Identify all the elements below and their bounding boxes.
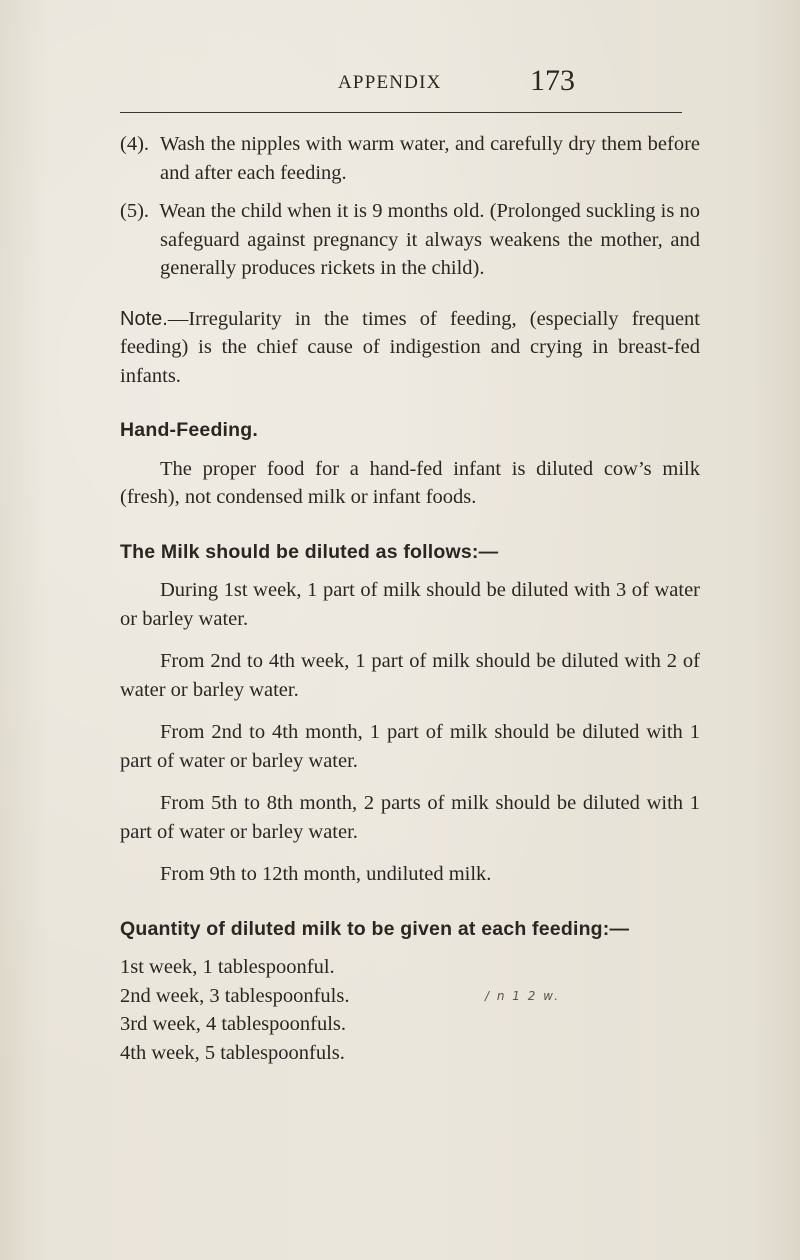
dilution-item: From 2nd to 4th week, 1 part of milk should be diluted with 2 of water or barley water.: [120, 650, 700, 701]
quantity-item-text: 2nd week, 3 tablespoonfuls.: [120, 984, 350, 1007]
note-paragraph: [120, 305, 700, 391]
numbered-item-4: [120, 130, 700, 187]
running-title: APPENDIX: [338, 72, 442, 93]
dilution-item: From 2nd to 4th month, 1 part of milk should be diluted with 1 part of water or barley water.: [120, 721, 700, 772]
page-body: [120, 130, 700, 1067]
quantity-item: 1st week, 1 tablespoonful.: [120, 956, 335, 978]
dilution-heading: The Milk should be diluted as follows:—: [120, 540, 499, 563]
item-text: Wash the nipples with warm water, and carefully dry them before and after each feeding.: [159, 133, 700, 184]
header-rule: [120, 112, 682, 113]
item-number: (5).: [120, 200, 150, 222]
item-text: Wean the child when it is 9 months old. (Prolonged suckling is no safeguard against pregnancy it always weakens the mother, and generally produces rickets in the child).: [159, 200, 700, 279]
handwritten-annotation: / n 1 2 w.: [485, 988, 561, 1003]
quantity-item: 4th week, 5 tablespoonfuls.: [120, 1041, 345, 1064]
note-text: —Irregularity in the times of feeding, (especially frequent feeding) is the chief cause of indigestion and crying in breast-fed infants.: [120, 307, 700, 387]
dilution-item: From 5th to 8th month, 2 parts of milk should be diluted with 1 part of water or barley water.: [120, 792, 700, 843]
dilution-item: From 9th to 12th month, undiluted milk.: [160, 863, 492, 885]
dilution-item: During 1st week, 1 part of milk should be diluted with 3 of water or barley water.: [120, 579, 700, 630]
quantity-item: 3rd week, 4 tablespoonfuls.: [120, 1013, 347, 1035]
hand-feeding-text: The proper food for a hand-fed infant is diluted cow’s milk (fresh), not condensed milk or infant foods.: [120, 457, 700, 508]
item-number: (4).: [120, 133, 150, 155]
numbered-item-5: [120, 197, 700, 283]
quantity-list: [120, 953, 700, 1067]
quantity-heading: Quantity of diluted milk to be given at each feeding:—: [120, 917, 630, 940]
page-number: 173: [530, 64, 575, 97]
hand-feeding-heading: Hand-Feeding.: [120, 419, 259, 441]
note-label: Note.: [120, 307, 168, 330]
running-head: [0, 64, 800, 114]
quantity-item: [120, 982, 700, 1011]
